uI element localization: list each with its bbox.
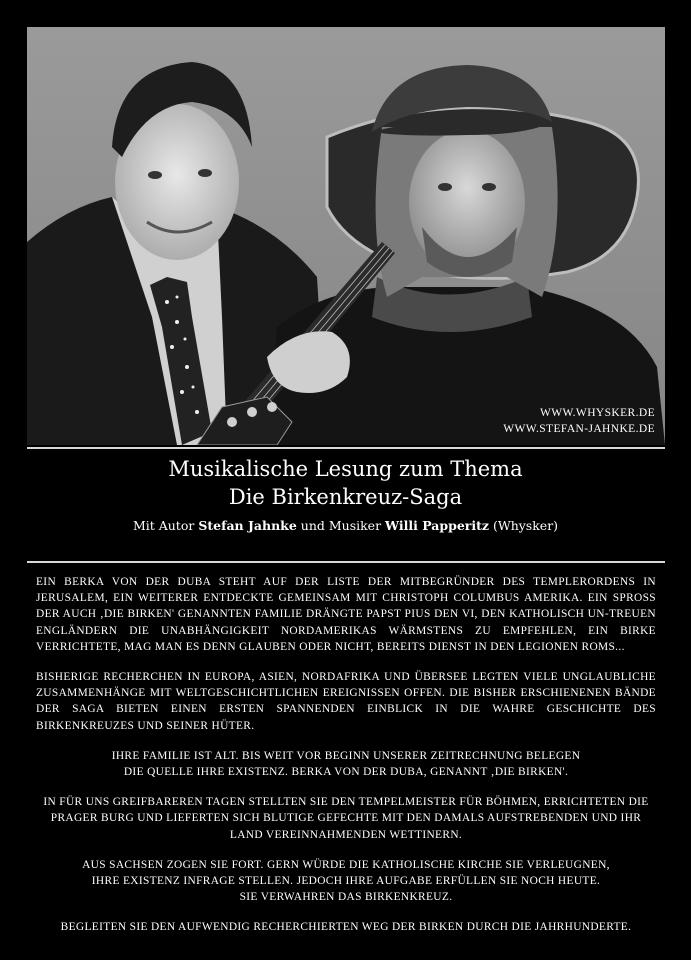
paragraph-2: BISHERIGE RECHERCHEN IN EUROPA, ASIEN, NORDAFRIKA UND ÜBERSEE LEGTEN VIELE UNGLAUBLICHE ZUSAMMENHÄNGE MIT WELTGESCHICHTLICHEN EREIGNISSEN OFFEN. DIE BISHER ERSCHIENENEN BÄNDE DER SAGA BIETEN EINEN ERSTEN SPANNENDEN EINBLICK IN DIE WAHRE GESCHICHTE DES BIRKENKREUZES UND SEINER HÜTER. — [36, 671, 656, 732]
title-line-1: Musikalische Lesung zum Thema — [168, 457, 523, 481]
portrait-photo — [27, 27, 665, 445]
credits-suffix: (Whysker) — [489, 518, 559, 533]
credits-middle: und Musiker — [296, 518, 386, 533]
musician-name: Willi Papperitz — [385, 518, 489, 533]
url-whysker[interactable]: WWW.WHYSKER.DE — [539, 407, 655, 419]
paragraph-4: IN FÜR UNS GREIFBAREREN TAGEN STELLTEN SIE DEN TEMPELMEISTER FÜR BÖHMEN, ERRICHTETEN DIE PRAGER BURG UND LIEFERTEN SICH BLUTIGE GEFECHTE MIT DEN DAMALS AUFSTREBENDEN UND IHR LAND VEREINNAHMENDEN WETTINERN. — [43, 796, 649, 841]
title-line-2: Die Birkenkreuz-Saga — [228, 485, 463, 509]
body-text — [36, 574, 656, 936]
paragraph-6: BEGLEITEN SIE DEN AUFWENDIG RECHERCHIERTEN WEG DER BIRKEN DURCH DIE JAHRHUNDERTE. — [60, 921, 632, 934]
photo-illustration — [27, 27, 665, 445]
url-stefan-jahnke[interactable]: WWW.STEFAN-JAHNKE.DE — [503, 423, 655, 435]
website-urls — [503, 405, 655, 437]
credits-line — [0, 518, 691, 533]
paragraph-5: AUS SACHSEN ZOGEN SIE FORT. GERN WÜRDE DIE KATHOLISCHE KIRCHE SIE VERLEUGNEN, IHRE EXISTENZ INFRAGE STELLEN. JEDOCH IHRE AUFGABE ERFÜLLEN SIE NOCH HEUTE. SIE VERWAHREN DAS BIRKENKREUZ. — [82, 858, 610, 904]
credits-prefix: Mit Autor — [132, 518, 199, 533]
title-block — [0, 455, 691, 533]
divider-top — [27, 447, 665, 449]
paragraph-3: IHRE FAMILIE IST ALT. BIS WEIT VOR BEGINN UNSERER ZEITRECHNUNG BELEGEN DIE QUELLE IHRE EXISTENZ. BERKA VON DER DUBA, GENANNT ‚DIE BIRKEN'. — [111, 749, 581, 779]
author-name: Stefan Jahnke — [198, 518, 297, 533]
divider-bottom — [27, 561, 665, 563]
paragraph-1: EIN BERKA VON DER DUBA STEHT AUF DER LISTE DER MITBEGRÜNDER DES TEMPLERORDENS IN JERUSALEM, EIN WEITERER ENTDECKTE GEMEINSAM MIT CHRISTOPH COLUMBUS AMERIKA. EIN SPROSS DER AUCH ‚DIE BIRKEN' GENANNTEN FAMILIE DRÄNGTE PAPST PIUS DEN VI, DEN KATHOLISCH UN-TREUEN ENGLÄNDERN DIE UNABHÄNGIGKEIT NORDAMERIKAS WÄRMSTENS ZU EMPFEHLEN, EIN BIRKE VERRICHTETE, MAG MAN ES DENN GLAUBEN ODER NICHT, BEREITS DIENST IN DEN LEGIONEN ROMS... — [36, 576, 656, 653]
